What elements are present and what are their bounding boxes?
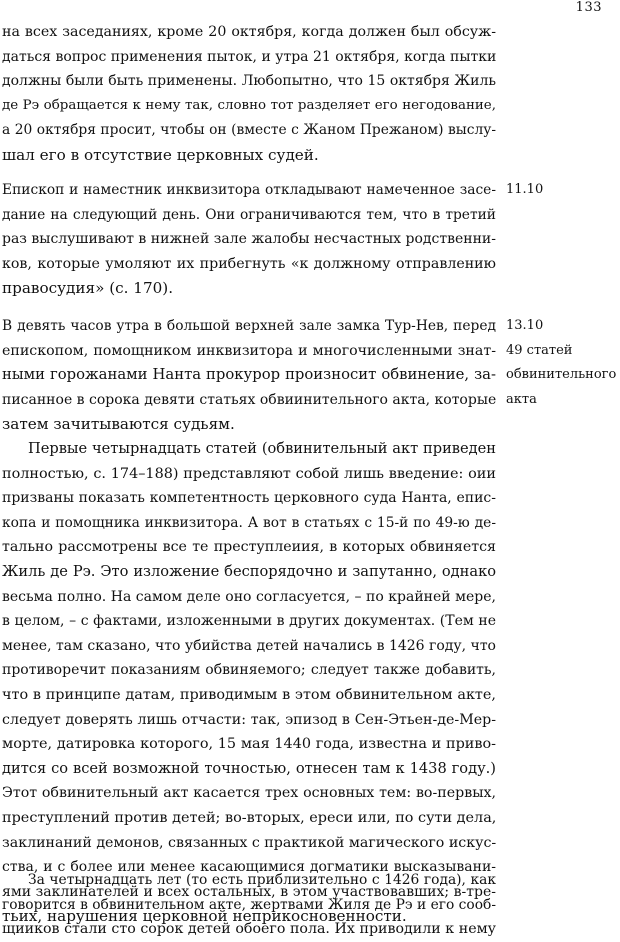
text-line: на всех заседаниях, кроме 20 октября, когда должен был обсуж-	[2, 24, 496, 40]
margin-note-line: 49 статей	[506, 342, 573, 358]
margin-note-line: 13.10	[506, 318, 544, 333]
margin-note-line: акта	[506, 391, 537, 407]
text-line: Епископ и наместник инквизитора откладывают намеченное засе-	[2, 182, 496, 198]
text-line: За четырнадцать лет (то есть приблизительно с 1426 года), как	[28, 872, 496, 888]
text-line: что в принципе датам, приводимым в этом обвинительном акте,	[2, 686, 496, 703]
text-line: Жиль де Рэ. Это изложение беспорядочно и запутанно, однако	[2, 562, 496, 580]
text-line: шал его в отсутствие церковных судей.	[2, 145, 319, 164]
text-line: полностью, с. 174–188) представляют собой лишь введение: оии	[2, 465, 496, 482]
paragraph-3	[2, 314, 496, 437]
page-number: 133	[575, 0, 602, 15]
paragraph-5	[2, 868, 496, 942]
text-line: В девять часов утра в большой верхней зале замка Тур-Нев, перед	[2, 318, 496, 334]
text-line: следует доверять лишь отчасти: так, эпизод в Сен-Этьен-де-Мер-	[2, 711, 496, 728]
text-line: правосудия» (с. 170).	[2, 279, 174, 298]
text-line: заклинаний демонов, связанных с практикой магического искус-	[2, 834, 497, 851]
paragraph-4	[2, 437, 496, 929]
text-line: затем зачитываются судьям.	[2, 415, 235, 434]
margin-note-date-1	[506, 178, 543, 203]
text-line: ков, которые умоляют их прибегнуть «к должному отправлению	[2, 255, 496, 272]
text-line: дание на следующий день. Они ограничиваются тем, что в третий	[2, 206, 496, 223]
paragraph-1	[2, 20, 496, 168]
text-line: копа и помощника инквизитора. А вот в статьях с 15-й по 49-ю де-	[2, 514, 496, 531]
text-line: ями заклинателей и всех остальных, в этом участвовавших; в-тре-	[2, 883, 496, 900]
text-line: писанное в сорока девяти статьях обвиинительного акта, которые	[2, 391, 497, 408]
text-line: морте, датировка которого, 15 мая 1440 года, известна и приво-	[2, 736, 496, 753]
text-line: епископом, помощником инквизитора и многочисленными знат-	[2, 342, 496, 359]
paragraph-2	[2, 178, 496, 301]
text-line: щииков стали сто сорок детей обоего пола. Их приводили к нему	[2, 921, 496, 938]
text-line: ства, и с более или менее касающимися догматики высказывани-	[2, 859, 496, 876]
text-line: тально рассмотрены все те преступлеиия, в которых обвиняется	[2, 539, 496, 556]
text-line: ными горожанами Нанта прокурор произносит обвинение, за-	[2, 366, 496, 384]
text-line: тьих, нарушения церковной неприкосновенности.	[2, 907, 407, 926]
text-line: преступлений против детей; во-вторых, ереси или, по сути дела,	[2, 809, 497, 826]
text-line: де Рэ обращается к нему так, словно тот разделяет его негодование,	[2, 97, 496, 113]
text-line: Первые четырнадцать статей (обвинительный акт приведен	[28, 440, 496, 457]
margin-note-line: обвинительного	[506, 367, 617, 383]
text-line: весьма полно. На самом деле оно согласуется, – по крайней мере,	[2, 588, 496, 605]
margin-note-date-2	[506, 314, 616, 412]
text-line: дится со всей возможной точностью, отнесен там к 1438 году.)	[2, 759, 496, 777]
text-line: призваны показать компетентность церковного суда Нанта, епис-	[2, 490, 496, 507]
margin-note-line: 11.10	[506, 182, 544, 197]
text-line: а 20 октября просит, чтобы он (вместе с Жаном Прежаном) выслу-	[2, 122, 496, 139]
text-line: должны были быть применены. Любопытно, что 15 октября Жиль	[2, 73, 496, 90]
text-line: в целом, – с фактами, изложенными в других документах. (Тем не	[2, 613, 496, 630]
text-line: даться вопрос применения пыток, и утра 21 октября, когда пытки	[2, 48, 497, 65]
text-line: Этот обвинительный акт касается трех основных тем: во-первых,	[2, 785, 496, 802]
text-line: раз выслушивают в нижней зале жалобы несчастных родственни-	[2, 231, 496, 248]
text-line: противоречит показаниям обвиняемого; следует также добавить,	[2, 662, 496, 679]
text-line: говорится в обвинительном акте, жертвами Жиля де Рэ и его сооб-	[2, 896, 496, 913]
text-line: менее, там сказано, что убийства детей начались в 1426 году, что	[2, 637, 496, 654]
